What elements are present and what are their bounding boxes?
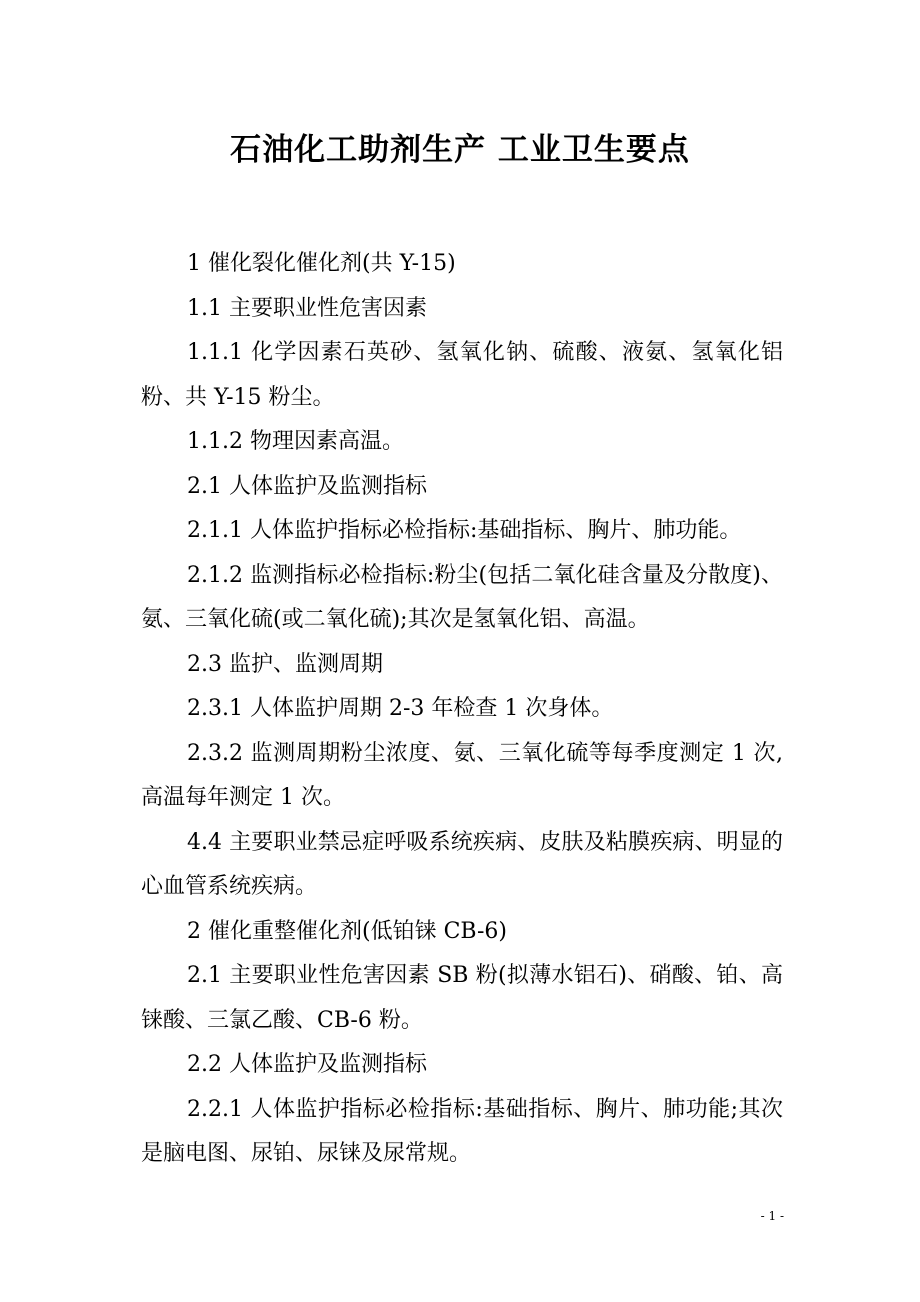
paragraph: 2.1 主要职业性危害因素 SB 粉(拟薄水铝石)、硝酸、铂、高铼酸、三氯乙酸、CB-6 粉。 (141, 963, 783, 1033)
document-body (141, 242, 783, 1177)
paragraph: 1.1.2 物理因素高温。 (187, 429, 404, 454)
paragraph: 2.3 监护、监测周期 (187, 651, 383, 677)
paragraph: 4.4 主要职业禁忌症呼吸系统疾病、皮肤及粘膜疾病、明显的心血管系统疾病。 (141, 829, 783, 899)
page-number: - 1 - (760, 1209, 784, 1223)
paragraph: 2.3.1 人体监护周期 2-3 年检查 1 次身体。 (187, 696, 614, 721)
paragraph: 2.1.2 监测指标必检指标:粉尘(包括二氧化硅含量及分散度)、氨、三氧化硫(或二氧化硫);其次是氢氧化铝、高温。 (141, 562, 783, 632)
paragraph: 2.1.1 人体监护指标必检指标:基础指标、胸片、肺功能。 (187, 518, 742, 543)
paragraph: 1.1 主要职业性危害因素 (187, 295, 427, 321)
document-title: 石油化工助剂生产 工业卫生要点 (230, 132, 690, 168)
paragraph: 2.2 人体监护及监测指标 (187, 1052, 427, 1077)
paragraph: 2 催化重整催化剂(低铂铼 CB-6) (187, 918, 507, 944)
paragraph: 1 催化裂化催化剂(共 Y-15) (187, 251, 456, 276)
paragraph: 2.2.1 人体监护指标必检指标:基础指标、胸片、肺功能;其次是脑电图、尿铂、尿铼及尿常规。 (141, 1096, 783, 1166)
paragraph: 2.1 人体监护及监测指标 (187, 473, 427, 499)
paragraph: 1.1.1 化学因素石英砂、氢氧化钠、硫酸、液氨、氢氧化铝粉、共 Y-15 粉尘。 (141, 340, 783, 410)
paragraph: 2.3.2 监测周期粉尘浓度、氨、三氧化硫等每季度测定 1 次,高温每年测定 1 次。 (141, 740, 783, 810)
